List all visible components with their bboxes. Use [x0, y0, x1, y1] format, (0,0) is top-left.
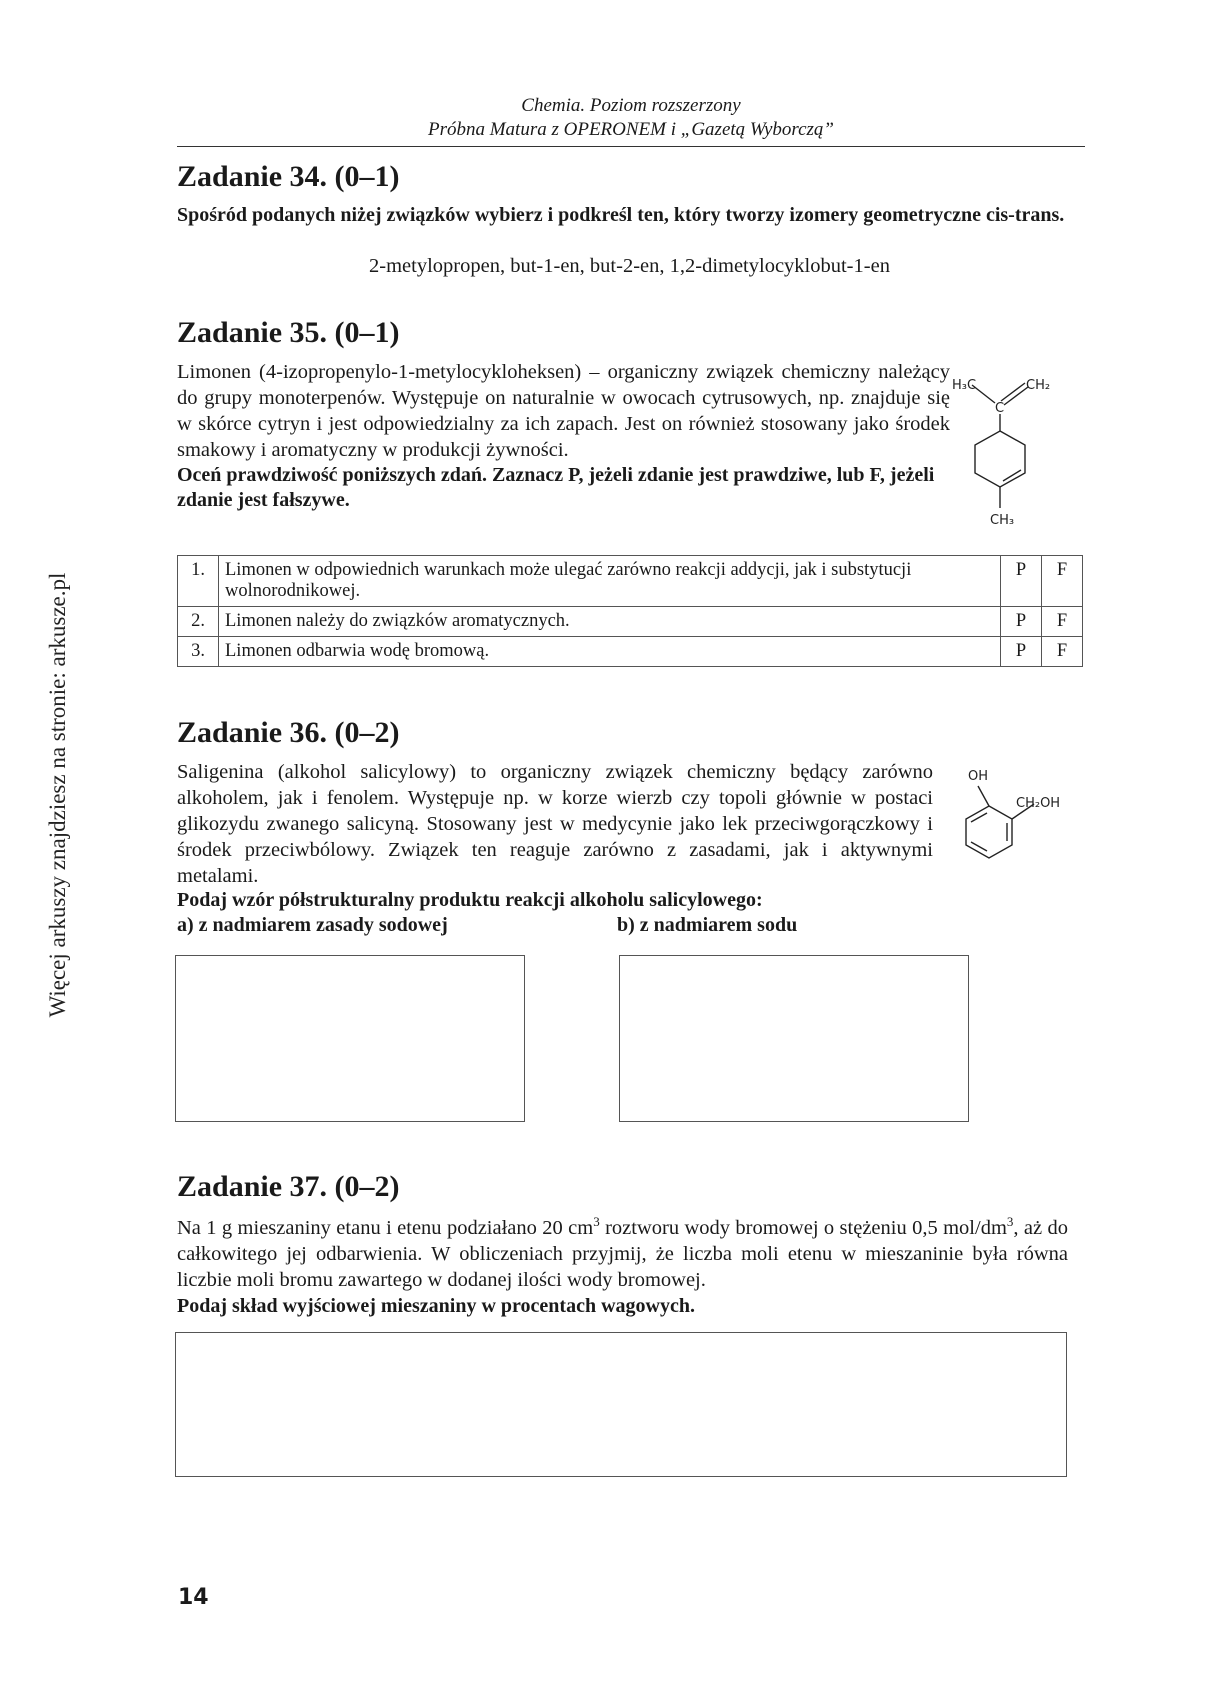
saligenin-ch2oh-label: CH₂OH	[1016, 796, 1061, 811]
task-36-text: Saligenina (alkohol salicylowy) to organiczny związek chemiczny będący zarówno alkoholem, jak i fenolem. Występuje np. w korze wierzb czy topoli głównie w postaci glikozydu zwanego salicyną. Stosowany jest w medycynie jako lek przeciwgorączkowy i środek przeciwbólowy. Związek ten reaguje zarówno z zasadami, jak i aktywnymi metalami.	[177, 761, 933, 887]
limonene-structure	[950, 372, 1070, 532]
saligenin-oh-label: OH	[968, 769, 989, 784]
task-37-title: Zadanie 37. (0–2)	[177, 1170, 400, 1203]
task-37-sup-dm3: 3	[1006, 1214, 1014, 1230]
answer-box-36b[interactable]	[619, 955, 969, 1122]
table-row	[178, 556, 1083, 607]
task-37-text-part1: Na 1 g mieszaniny etanu i etenu podziałano 20 cm	[177, 1217, 594, 1239]
task-37-sup-cm3: 3	[593, 1214, 600, 1230]
limonene-c-label: C	[995, 401, 1005, 416]
false-option[interactable]: F	[1042, 556, 1083, 607]
task-36-title: Zadanie 36. (0–2)	[177, 716, 400, 749]
table-row	[178, 637, 1083, 667]
answer-box-36a[interactable]	[175, 955, 525, 1122]
row-statement: Limonen należy do związków aromatycznych.	[219, 607, 1001, 637]
task-36-part-a: a) z nadmiarem zasady sodowej	[177, 914, 448, 936]
task-34-instruction: Spośród podanych niżej związków wybierz i podkreśl ten, który tworzy izomery geometryczne cis-trans.	[177, 204, 1065, 226]
task-35-table	[177, 555, 1083, 667]
page-header	[177, 94, 1085, 142]
page-number: 14	[178, 1585, 209, 1610]
header-subject: Chemia. Poziom rozszerzony	[521, 95, 741, 116]
row-statement: Limonen w odpowiednich warunkach może ulegać zarówno reakcji addycji, jak i substytucji wolnorodnikowej.	[219, 556, 1001, 607]
task-35-title: Zadanie 35. (0–1)	[177, 316, 400, 349]
header-rule	[177, 146, 1085, 147]
row-statement: Limonen odbarwia wodę bromową.	[219, 637, 1001, 667]
true-option[interactable]: P	[1001, 607, 1042, 637]
task-36-part-b: b) z nadmiarem sodu	[617, 914, 798, 936]
limonene-h3c-label: H₃C	[952, 378, 977, 393]
limonene-ch3-label: CH₃	[990, 513, 1015, 528]
side-note-arkusze: Więcej arkuszy znajdziesz na stronie: arkusze.pl	[45, 572, 70, 1018]
true-option[interactable]: P	[1001, 556, 1042, 607]
task-36-instruction: Podaj wzór półstrukturalny produktu reakcji alkoholu salicylowego:	[177, 889, 763, 911]
limonene-ch2-label: CH₂	[1026, 378, 1051, 393]
false-option[interactable]: F	[1042, 607, 1083, 637]
task-34-options: 2-metylopropen, but-1-en, but-2-en, 1,2-dimetylocyklobut-1-en	[369, 255, 890, 277]
task-35-text: Limonen (4-izopropenylo-1-metylocykloheksen) – organiczny związek chemiczny należący do grupy monoterpenów. Występuje on naturalnie w owocach cytrusowych, np. znajduje się w skórce cytryn i jest odpowiedzialny za ich zapach. Jest on również stosowany jako środek smakowy i aromatyczny w produkcji żywności.	[177, 361, 950, 461]
header-exam: Próbna Matura z OPERONEM i „Gazetą Wyborczą”	[427, 119, 835, 140]
true-option[interactable]: P	[1001, 637, 1042, 667]
task-35-instruction: Oceń prawdziwość poniższych zdań. Zaznacz P, jeżeli zdanie jest prawdziwe, lub F, jeżeli zdanie jest fałszywe.	[177, 464, 935, 511]
task-37-text-part2: roztworu wody bromowej o stężeniu 0,5 mol/dm	[599, 1217, 1007, 1239]
table-row	[178, 607, 1083, 637]
row-number: 1.	[178, 556, 219, 607]
task-37-text-part3: , aż do całkowitego jej odbarwienia. W obliczeniach przyjmij, że liczba moli etenu w mieszaninie była równa liczbie moli bromu zawartego w dodanej ilości wody bromowej.	[177, 1217, 1068, 1291]
false-option[interactable]: F	[1042, 637, 1083, 667]
saligenin-structure	[950, 764, 1080, 874]
row-number: 2.	[178, 607, 219, 637]
task-34-title: Zadanie 34. (0–1)	[177, 160, 400, 193]
answer-box-37[interactable]	[175, 1332, 1067, 1477]
task-37-text	[177, 1215, 1068, 1293]
row-number: 3.	[178, 637, 219, 667]
task-37-instruction: Podaj skład wyjściowej mieszaniny w procentach wagowych.	[177, 1295, 695, 1317]
